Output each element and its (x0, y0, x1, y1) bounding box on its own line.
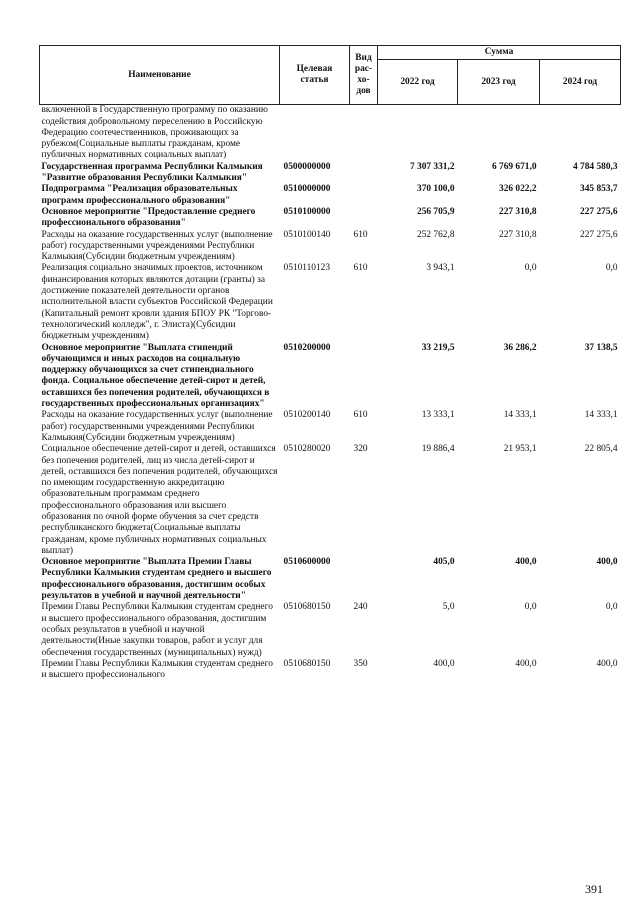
cell-y2024 (540, 105, 621, 162)
table-row (40, 444, 621, 557)
cell-y2022: 7 307 331,2 (409, 161, 455, 172)
cell-y2024: 400,0 (596, 557, 618, 568)
cell-y2022: 19 886,4 (421, 444, 455, 455)
table-row (40, 659, 621, 682)
header-vid: Вид рас-хо-дов (350, 46, 378, 105)
cell-name: Основное мероприятие "Выплата Премии Главы Республики Калмыкия студентам среднего и высшего профессионального образования, достигшим особых результатов в учебной и научной деятельности" (41, 557, 272, 602)
cell-y2023: 227 310,8 (499, 206, 537, 217)
cell-y2023: 21 953,1 (503, 444, 537, 455)
table-header (40, 46, 621, 105)
table-row (40, 207, 621, 230)
cell-vid: 350 (353, 658, 368, 669)
cell-y2022: 256 705,9 (417, 206, 455, 217)
cell-y2024: 345 853,7 (580, 184, 618, 195)
cell-name: Основное мероприятие "Выплата стипендий обучающимся и иных расходов на социальную поддержку обучающихся за счет стипендиального фонда. Социальное обеспечение детей-сирот и детей, оставшихся без попечения родителей, обучающихся в государственных профессиональных организациях" (41, 342, 270, 410)
cell-y2024: 400,0 (596, 658, 618, 669)
cell-y2023: 326 022,2 (499, 184, 537, 195)
cell-name: Основное мероприятие "Предоставление среднего профессионального образования" (41, 206, 256, 229)
cell-vid (350, 343, 378, 411)
cell-y2023: 0,0 (524, 602, 537, 613)
cell-vid (350, 184, 378, 207)
cell-y2024: 4 784 580,3 (573, 161, 618, 172)
cell-name: Премии Главы Республики Калмыкия студентам среднего и высшего профессионального (41, 658, 273, 681)
cell-vid (350, 207, 378, 230)
cell-name: Подпрограмма "Реализация образовательных программ профессионального образования" (41, 184, 238, 206)
cell-y2022: 3 943,1 (426, 263, 455, 274)
table-row (40, 557, 621, 602)
cell-name: Реализация социально значимых проектов, источником финансирования которых являются дотации (гранты) за достижение показателей деятельности органов исполнительной власти субъектов Российской Федерации (Капитальный ремонт кровли здания БПОУ РК "Торгово-технологический колледж", г. Элиста)(Субсидии бюджетным учреждениям) (41, 263, 273, 342)
cell-y2023: 36 286,2 (503, 342, 537, 353)
cell-vid: 610 (353, 229, 368, 240)
cell-vid: 320 (353, 444, 368, 455)
cell-y2022: 13 333,1 (421, 410, 455, 421)
cell-y2024: 14 333,1 (584, 410, 618, 421)
cell-code: 0510100000 (283, 206, 331, 217)
table-row (40, 162, 621, 185)
cell-vid: 240 (353, 602, 368, 613)
cell-code: 0510200140 (283, 410, 331, 421)
cell-code: 0510000000 (283, 184, 331, 195)
cell-y2023: 6 769 671,0 (491, 161, 537, 172)
header-sum: Сумма (378, 46, 621, 60)
header-name: Наименование (40, 46, 280, 105)
cell-name: включенной в Государственную программу по оказанию содействия добровольному переселению в Российскую Федерацию соотечественников, проживающих за рубежом(Социальные выплаты гражданам, кроме публичных нормативных социальных выплат) (41, 105, 268, 161)
cell-name: Расходы на оказание государственных услуг (выполнение работ) государственными учреждениями Республики Калмыкия(Субсидии бюджетным учреждениям) (41, 229, 273, 263)
cell-code: 0500000000 (283, 161, 331, 172)
cell-y2022 (378, 105, 458, 162)
cell-y2024: 22 805,4 (584, 444, 618, 455)
cell-y2022: 405,0 (433, 557, 455, 568)
cell-vid (350, 105, 378, 162)
cell-y2023: 400,0 (515, 658, 537, 669)
cell-y2023: 400,0 (515, 557, 537, 568)
table-row (40, 184, 621, 207)
cell-code: 0510600000 (283, 557, 331, 568)
cell-vid: 610 (353, 263, 368, 274)
cell-code: 0510280020 (283, 444, 331, 455)
table-row (40, 602, 621, 658)
cell-y2022: 33 219,5 (421, 342, 455, 353)
cell-code: 0510110123 (283, 263, 331, 274)
cell-y2023: 0,0 (524, 263, 537, 274)
cell-code: 0510100140 (283, 229, 331, 240)
cell-code: 0510200000 (283, 342, 331, 353)
cell-code: 0510680150 (283, 602, 331, 613)
cell-name: Социальное обеспечение детей-сирот и детей, оставшихся без попечения родителей, лиц из числа детей-сирот и детей, оставшихся без попечения родителей, обучающихся по имеющим государственную аккредитацию образовательным программам среднего профессионального образования или высшего образования по очной форме обучения за счет средств республиканского бюджета(Социальные выплаты гражданам, кроме публичных нормативных социальных выплат) (41, 444, 278, 556)
cell-vid (350, 557, 378, 602)
table-body (40, 105, 621, 682)
cell-y2024: 227 275,6 (580, 229, 618, 240)
cell-y2023 (458, 105, 540, 162)
cell-y2022: 370 100,0 (417, 184, 455, 195)
cell-y2022: 400,0 (433, 658, 455, 669)
cell-y2023: 227 310,8 (499, 229, 537, 240)
cell-y2024: 37 138,5 (584, 342, 618, 353)
header-2023: 2023 год (458, 60, 540, 105)
table-row (40, 343, 621, 411)
table-row (40, 410, 621, 444)
table-row (40, 263, 621, 342)
cell-y2023: 14 333,1 (503, 410, 537, 421)
table-row (40, 105, 621, 162)
cell-y2022: 5,0 (442, 602, 455, 613)
cell-y2024: 0,0 (605, 263, 618, 274)
cell-y2024: 0,0 (605, 602, 618, 613)
cell-name: Расходы на оказание государственных услуг (выполнение работ) государственными учреждениями Республики Калмыкия(Субсидии бюджетным учреждениям) (41, 410, 273, 443)
page-number: 391 (585, 882, 603, 896)
cell-vid (350, 162, 378, 185)
cell-y2022: 252 762,8 (417, 229, 455, 240)
cell-name: Премии Главы Республики Калмыкия студентам среднего и высшего профессионального образования, достигшим особых результатов в учебной и научной деятельности(Иные закупки товаров, работ и услуг для обеспечения государственных (муниципальных) нужд) (41, 602, 273, 658)
header-2022: 2022 год (378, 60, 458, 105)
table-row (40, 230, 621, 264)
header-2024: 2024 год (540, 60, 621, 105)
budget-table (39, 45, 621, 681)
cell-code: 0510680150 (283, 658, 331, 669)
cell-name: Государственная программа Республики Калмыкия "Развитие образования Республики Калмыкия" (41, 161, 263, 184)
cell-y2024: 227 275,6 (580, 206, 618, 217)
cell-code (280, 105, 350, 162)
header-code: Целевая статья (280, 46, 350, 105)
cell-vid: 610 (353, 410, 368, 421)
